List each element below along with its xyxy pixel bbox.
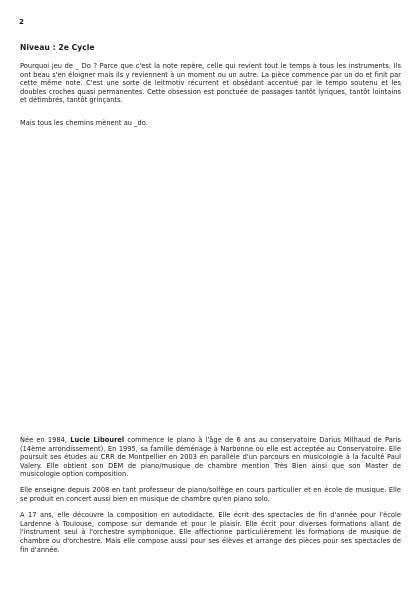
closing-section: [20, 119, 401, 128]
bio-career-text: commence le piano à l'âge de 6 ans au conservatoire Darius Milhaud de Paris (14ème arrondissement). En 1995, sa famille déménage à Narbonne où elle est acceptée au Conservatoire. Elle poursuit ses études au CRR de Montpellier en 2003 en parallèle d'un parcours en musicologie à la faculté Paul Valery. Elle obtient son DEM de piano/musique de chambre mention Très Bien ainsi que son Master de musicologie option composition.: [20, 436, 402, 479]
page-number: 2: [19, 18, 24, 26]
closing-line: Mais tous les chemins mènent au _do.: [20, 119, 148, 127]
composer-name: Lucie Libourel: [70, 436, 125, 444]
level-heading: Niveau : 2e Cycle: [20, 43, 95, 52]
bio-intro-text: Née en 1984,: [20, 436, 71, 444]
intro-paragraph: Pourquoi jeu de _ Do ? Parce que c'est la note repère, celle qui revient tout le temps à tous les instruments. Ils ont beau s'en éloigner mais ils y reviennent à un moment ou un autre. La pièce commence par un do et finit par cette même note. C'est une sorte de leitmotiv récurrent et obsédant accentué par le tempo soutenu et les doubles croches quasi permanentes. Cette obsession est ponctuée de passages tantôt lyriques, tantôt lointains et détimbrés, tantôt grinçants.: [20, 62, 401, 105]
intro-section: [20, 62, 401, 105]
biography-section: [20, 436, 401, 562]
biography-paragraph-1: [20, 436, 401, 479]
biography-paragraph-2: Elle enseigne depuis 2008 en tant professeur de piano/solfège en cours particulier et en école de musique. Elle se produit en concert aussi bien en musique de chambre qu'en piano solo.: [20, 486, 401, 504]
biography-paragraph-3: A 17 ans, elle découvre la composition en autodidacte. Elle écrit des spectacles de fin d'année pour l'école Lardenne à Toulouse, compose sur demande et pour le plaisir. Elle écrit pour diverses formations allant de l'instrument seul à l'orchestre symphonique. Elle affectionne particulièrement les formations de musique de chambre ou d'orchestre. Mais elle compose aussi pour ses élèves et arrange des pièces pour ses spectacles de fin d'année.: [20, 511, 401, 554]
